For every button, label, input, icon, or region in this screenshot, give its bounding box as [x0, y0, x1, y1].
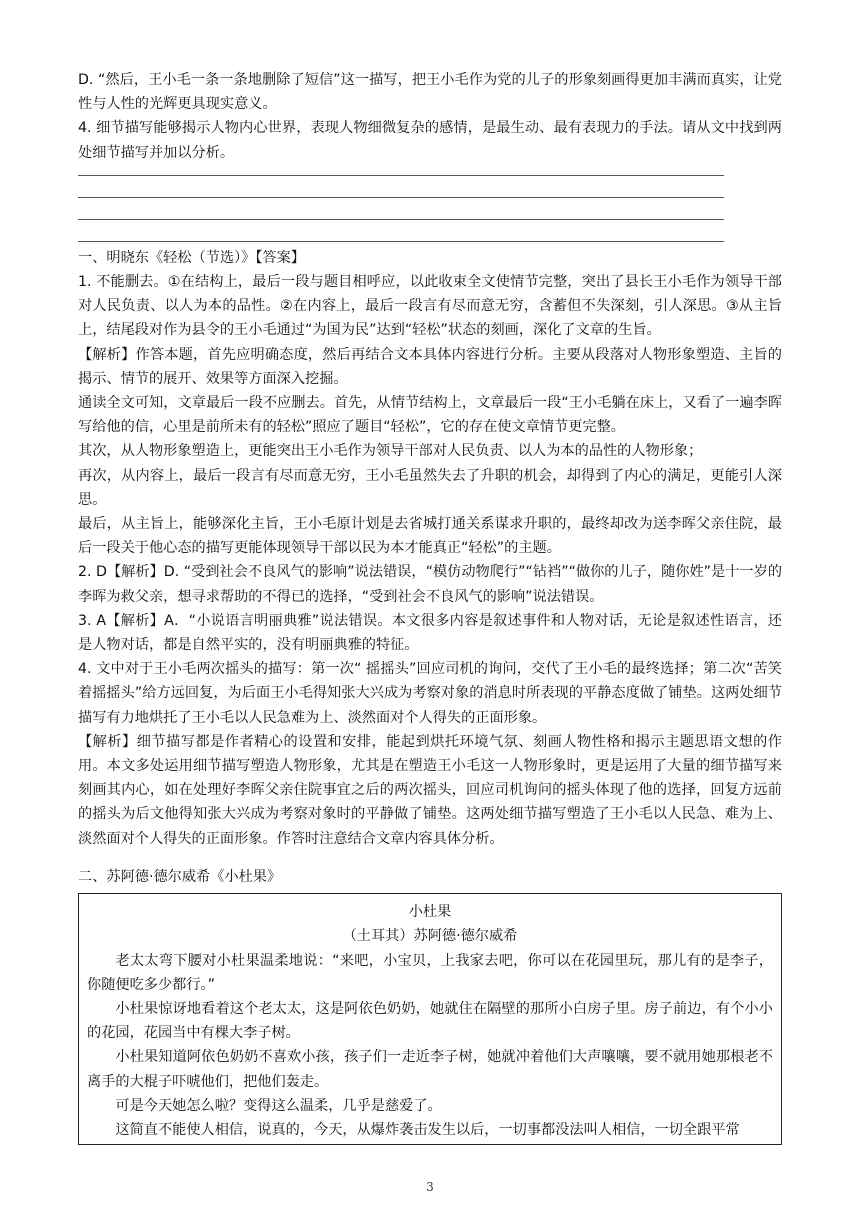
answer-line: [78, 197, 724, 198]
answer-line: [78, 175, 724, 176]
answer-1-paragraph: 再次，从内容上，最后一段言有尽而意无穷，王小毛虽然失去了升职的机会，却得到了内心的满足，更能引人深思。: [78, 467, 782, 508]
answer-lines: [78, 175, 782, 242]
story-author: （土耳其）苏阿德·德尔威希: [342, 928, 518, 945]
answers-section-title: 一、明晓东《轻松（节选）》【答案】: [78, 249, 305, 266]
story-paragraph: 这简直不能使人相信，说真的，今天，从爆炸袭击发生以后，一切事都没法叫人相信，一切全跟平常: [115, 1121, 740, 1138]
answer-4-analysis: 【解析】细节描写都是作者精心的设置和安排，能起到烘托环境气氛、刻画人物性格和揭示主题思语文想的作用。本文多处运用细节描写塑造人物形象，尤其是在塑造王小毛这一人物形象时，更是运用了大量的细节描写来刻画其内心，如在处理好李晖父亲住院事宜之后的两次摇头，回应司机询问的摇头体现了他的选择，回复方远前的摇头为后文他得知张大兴成为考察对象时的平静做了铺垫。这两处细节描写塑造了王小毛以人民急、难为上、淡然面对个人得失的正面形象。作答时注意结合文章内容具体分析。: [78, 733, 782, 847]
answer-1-analysis: 【解析】作答本题，首先应明确态度，然后再结合文本具体内容进行分析。主要从段落对人物形象塑造、主旨的揭示、情节的展开、效果等方面深入挖掘。: [78, 346, 782, 387]
page-number: 3: [426, 1180, 434, 1194]
story-paragraph: 小杜果惊讶地看着这个老太太，这是阿依色奶奶，她就住在隔壁的那所小白房子里。房子前边，有个小小的花园，花园当中有棵大李子树。: [87, 1000, 773, 1042]
answer-2: 2. D【解析】D. “受到社会不良风气的影响”说法错误，“模仿动物爬行”“钻裆”“做你的儿子，随你姓”是十一岁的李晖为救父亲，想寻求帮助的不得已的选择，“受到社会不良风气的影响”说法错误。: [78, 564, 783, 605]
document-body: [78, 68, 782, 1145]
answer-1-paragraph: 最后，从主旨上，能够深化主旨，王小毛原计划是去省城打通关系谋求升职的，最终却改为送李晖父亲住院，最后一段关于他心态的描写更能体现领导干部以民为本才能真正“轻松”的主题。: [78, 516, 782, 557]
story-paragraph: 可是今天她怎么啦？变得这么温柔，几乎是慈爱了。: [115, 1097, 442, 1114]
story-paragraph: 老太太弯下腰对小杜果温柔地说：“来吧，小宝贝，上我家去吧，你可以在花园里玩，那儿有的是李子，你随便吃多少都行。”: [87, 952, 773, 993]
story-paragraph: 小杜果知道阿依色奶奶不喜欢小孩，孩子们一走近李子树，她就冲着他们大声嚷嚷，要不就用她那根老不离手的大棍子吓唬他们，把他们轰走。: [87, 1049, 773, 1090]
answer-1-paragraph: 通读全文可知，文章最后一段不应删去。首先，从情节结构上，文章最后一段“王小毛躺在床上，又看了一遍李晖写给他的信，心里是前所未有的轻松”照应了题目“轻松”，它的存在使文章情节更完整。: [78, 395, 782, 436]
option-d-text: D. “然后，王小毛一条一条地删除了短信”这一描写，把王小毛作为党的儿子的形象刻画得更加丰满而真实，让党性与人性的光辉更具现实意义。: [78, 72, 782, 113]
answer-1-paragraph: 其次，从人物形象塑造上，更能突出王小毛作为领导干部对人民负责、以人为本的品性的人物形象；: [78, 443, 703, 460]
question-4-text: 4. 细节描写能够揭示人物内心世界，表现人物细微复杂的感情，是最生动、最有表现力的手法。请从文中找到两处细节描写并加以分析。: [78, 120, 782, 161]
answer-4: 4. 文中对于王小毛两次摇头的描写：第一次“ 摇摇头”回应司机的询问，交代了王小毛的最终选择；第二次“苦笑着摇摇头”给方远回复，为后面王小毛得知张大兴成为考察对象的消息时所表现的平静态度做了铺垫。这两处细节描写有力地烘托了王小毛以人民急难为上、淡然面对个人得失的正面形象。: [78, 661, 782, 726]
answer-line: [78, 241, 724, 242]
answer-3: 3. A【解析】A．“小说语言明丽典雅”说法错误。本文很多内容是叙述事件和人物对话，无论是叙述性语言，还是人物对话，都是自然平实的，没有明丽典雅的特征。: [78, 612, 782, 654]
story-excerpt-box: [78, 893, 782, 1145]
answer-1: 1. 不能删去。①在结构上，最后一段与题目相呼应，以此收束全文使情节完整，突出了县长王小毛作为领导干部对人民负责、以人为本的品性。②在内容上，最后一段言有尽而意无穷，含蓄但不失深刻，引人深思。③从主旨上，结尾段对作为县令的王小毛通过“为国为民”达到“轻松”状态的刻画，深化了文章的生旨。: [78, 274, 782, 339]
section-2-title: 二、苏阿德·德尔威希《小杜果》: [78, 868, 282, 885]
story-title: 小杜果: [408, 904, 452, 921]
answer-line: [78, 219, 724, 220]
